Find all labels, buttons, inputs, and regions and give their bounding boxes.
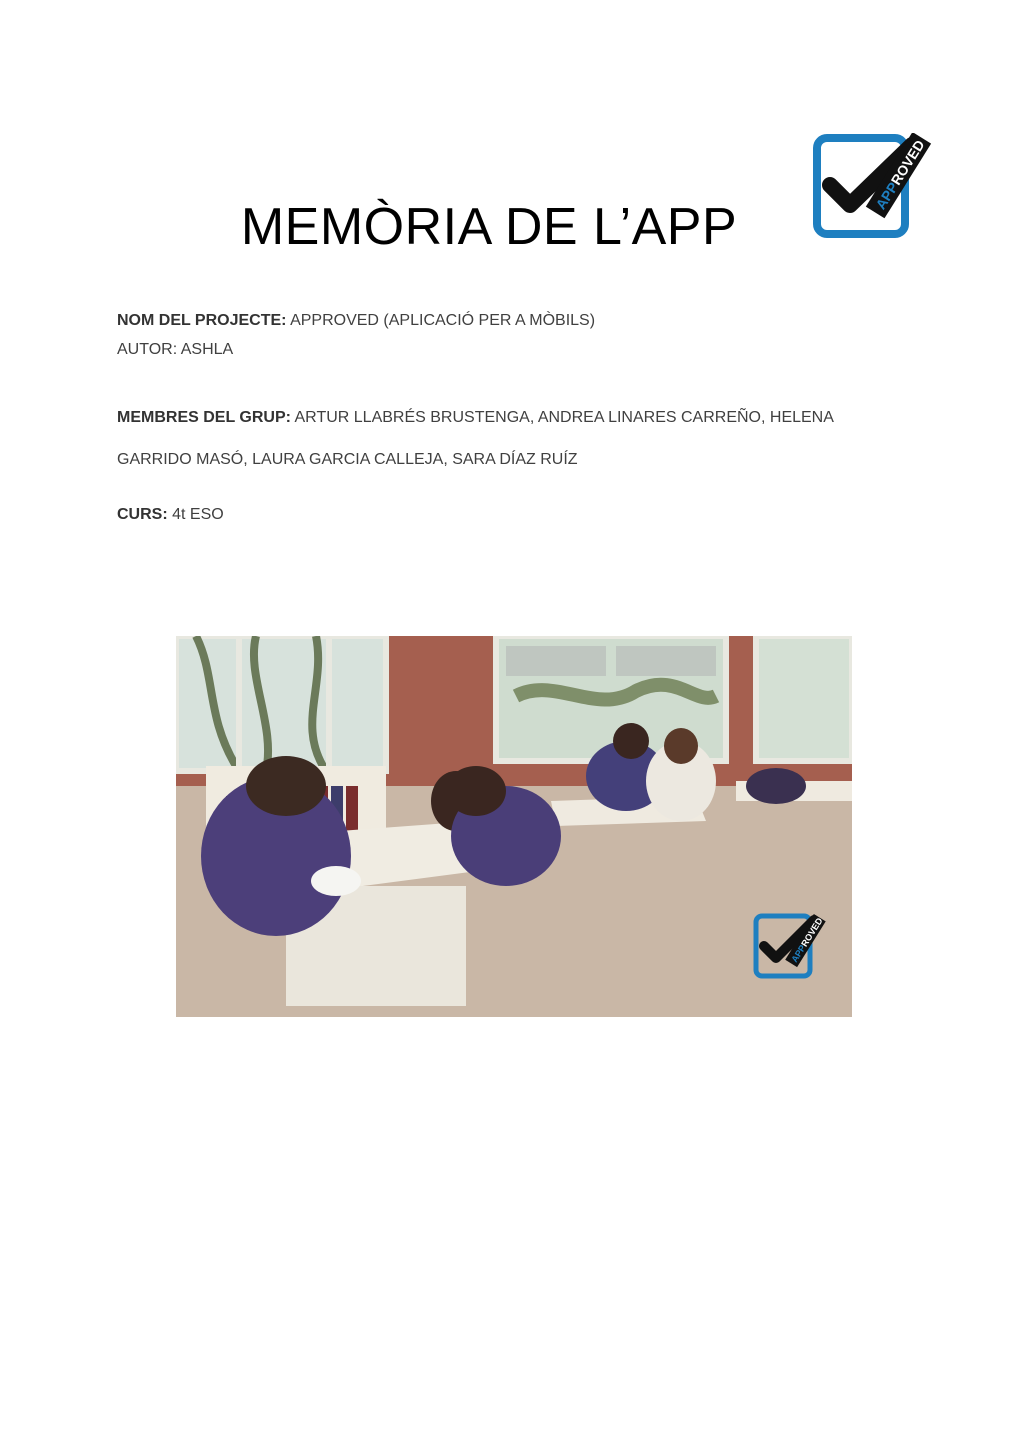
members-line <box>117 397 887 481</box>
backpack <box>746 768 806 804</box>
document-title: MEMÒRIA DE L’APP <box>240 198 738 256</box>
project-line <box>117 311 877 331</box>
classroom-photo <box>176 636 852 1017</box>
classroom-illustration <box>176 636 852 1017</box>
svg-text:APPROVED: APPROVED <box>872 137 928 213</box>
course-line <box>117 505 877 525</box>
svg-text:APPROVED: APPROVED <box>789 915 825 965</box>
course-value: 4t ESO <box>172 506 224 523</box>
members-value: ARTUR LLABRÉS BRUSTENGA, ANDREA LINARES CARREÑO, HELENA GARRIDO MASÓ, LAURA GARCIA CALLEJA, SARA DÍAZ RUÍZ <box>117 409 834 468</box>
project-value: APPROVED (APLICACIÓ PER A MÒBILS) <box>290 312 596 329</box>
members-label: MEMBRES DEL GRUP: <box>117 409 291 426</box>
author-line: AUTOR: ASHLA <box>117 341 234 358</box>
project-label: NOM DEL PROJECTE: <box>117 312 287 329</box>
right-window <box>756 636 852 761</box>
course-label: CURS: <box>117 506 168 523</box>
